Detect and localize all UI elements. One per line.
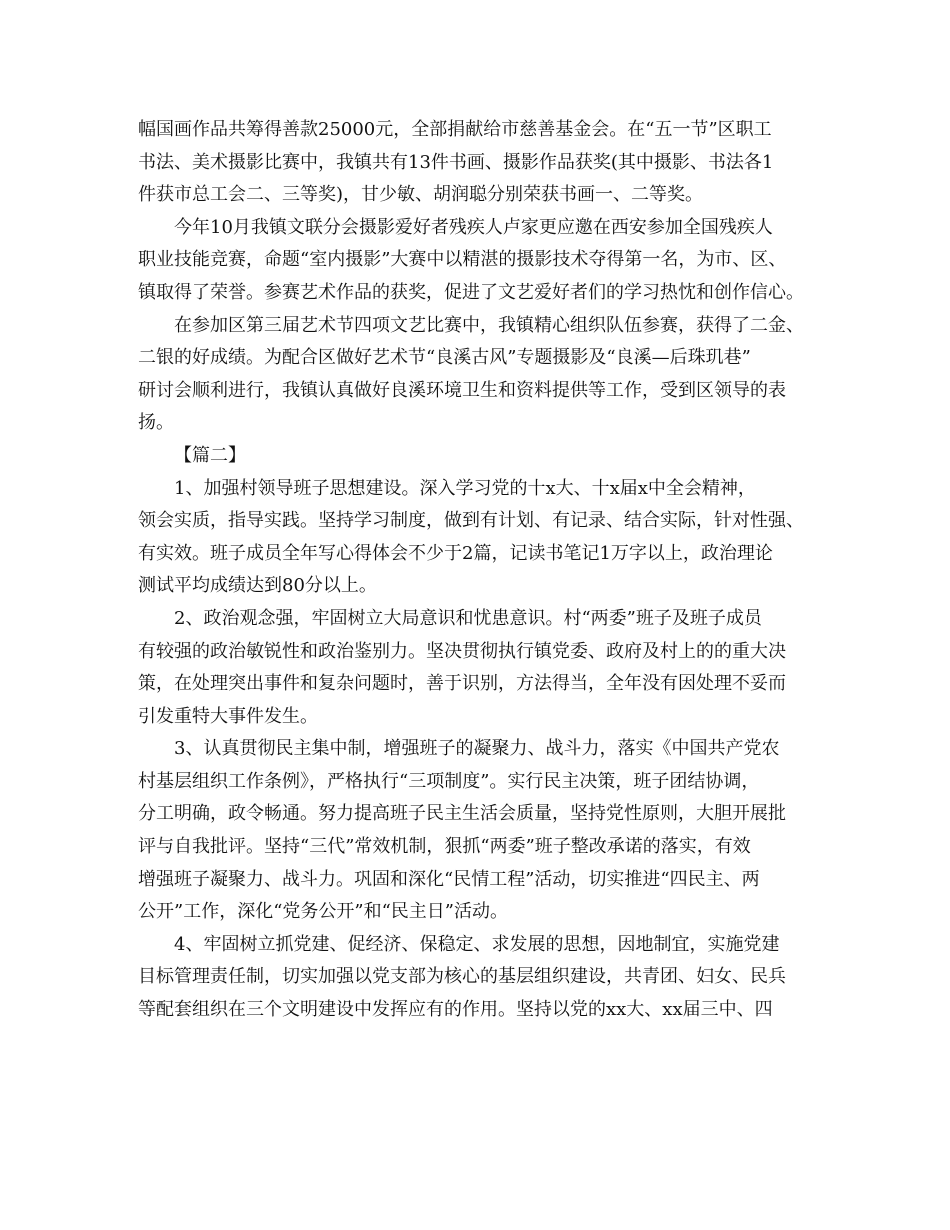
text-line: 有较强的政治敏锐性和政治鉴别力。坚决贯彻执行镇党委、政府及村上的的重大决 bbox=[138, 640, 786, 662]
text-line: 1、加强村领导班子思想建设。深入学习党的十x大、十x届x中全会精神， bbox=[174, 477, 756, 499]
document-body bbox=[138, 114, 828, 1027]
text-line: 领会实质，指导实践。坚持学习制度，做到有计划、有记录、结合实际，针对性强、 bbox=[138, 510, 804, 532]
paragraph-item-1 bbox=[138, 473, 828, 603]
section-heading-text: 【篇二】 bbox=[174, 444, 246, 466]
text-line: 有实效。班子成员全年写心得体会不少于2篇，记读书笔记1万字以上，政治理论 bbox=[138, 542, 773, 564]
paragraph-photography-award bbox=[138, 212, 828, 310]
text-line: 评与自我批评。坚持“三代”常效机制，狠抓“两委”班子整改承诺的落实，有效 bbox=[138, 836, 751, 858]
text-line: 研讨会顺利进行，我镇认真做好良溪环境卫生和资料提供等工作，受到区领导的表 bbox=[138, 379, 786, 401]
text-line: 分工明确，政令畅通。努力提高班子民主生活会质量，坚持党性原则，大胆开展批 bbox=[138, 803, 786, 825]
text-line: 二银的好成绩。为配合区做好艺术节“良溪古风”专题摄影及“良溪—后珠玑巷” bbox=[138, 347, 751, 369]
text-line: 今年10月我镇文联分会摄影爱好者残疾人卢家更应邀在西安参加全国残疾人 bbox=[174, 216, 773, 238]
paragraph-donation bbox=[138, 114, 828, 212]
section-heading bbox=[138, 440, 828, 473]
text-line: 4、牢固树立抓党建、促经济、保稳定、求发展的思想，因地制宜，实施党建 bbox=[174, 933, 780, 955]
text-line: 3、认真贯彻民主集中制，增强班子的凝聚力、战斗力，落实《中国共产党农 bbox=[174, 738, 780, 760]
text-line: 引发重特大事件发生。 bbox=[138, 705, 318, 727]
text-line: 扬。 bbox=[138, 412, 174, 434]
paragraph-item-4 bbox=[138, 929, 828, 1027]
text-line: 书法、美术摄影比赛中，我镇共有13件书画、摄影作品获奖(其中摄影、书法各1 bbox=[138, 151, 774, 173]
text-line: 目标管理责任制，切实加强以党支部为核心的基层组织建设，共青团、妇女、民兵 bbox=[138, 966, 786, 988]
text-line: 2、政治观念强，牢固树立大局意识和忧患意识。村“两委”班子及班子成员 bbox=[174, 607, 762, 629]
text-line: 等配套组织在三个文明建设中发挥应有的作用。坚持以党的xx大、xx届三中、四 bbox=[138, 999, 773, 1021]
text-line: 幅国画作品共筹得善款25000元，全部捐献给市慈善基金会。在“五一节”区职工 bbox=[138, 119, 772, 140]
text-line: 策，在处理突出事件和复杂问题时，善于识别，方法得当，全年没有因处理不妥而 bbox=[138, 673, 786, 695]
text-line: 村基层组织工作条例》，严格执行“三项制度”。实行民主决策，班子团结协调， bbox=[138, 770, 760, 792]
text-line: 在参加区第三届艺术节四项文艺比赛中，我镇精心组织队伍参赛，获得了二金、 bbox=[174, 314, 804, 336]
text-line: 件获市总工会二、三等奖)，甘少敏、胡润聪分别荣获书画一、二等奖。 bbox=[138, 184, 704, 206]
paragraph-art-festival bbox=[138, 310, 828, 440]
text-line: 公开”工作，深化“党务公开”和“民主日”活动。 bbox=[138, 901, 509, 923]
paragraph-item-3 bbox=[138, 733, 828, 929]
text-line: 职业技能竞赛，命题“室内摄影”大赛中以精湛的摄影技术夺得第一名，为市、区、 bbox=[138, 249, 787, 271]
paragraph-item-2 bbox=[138, 603, 828, 733]
text-line: 增强班子凝聚力、战斗力。巩固和深化“民情工程”活动，切实推进“四民主、两 bbox=[138, 868, 760, 890]
text-line: 测试平均成绩达到80分以上。 bbox=[138, 575, 377, 597]
text-line: 镇取得了荣誉。参赛艺术作品的获奖，促进了文艺爱好者们的学习热忱和创作信心。 bbox=[138, 281, 804, 303]
